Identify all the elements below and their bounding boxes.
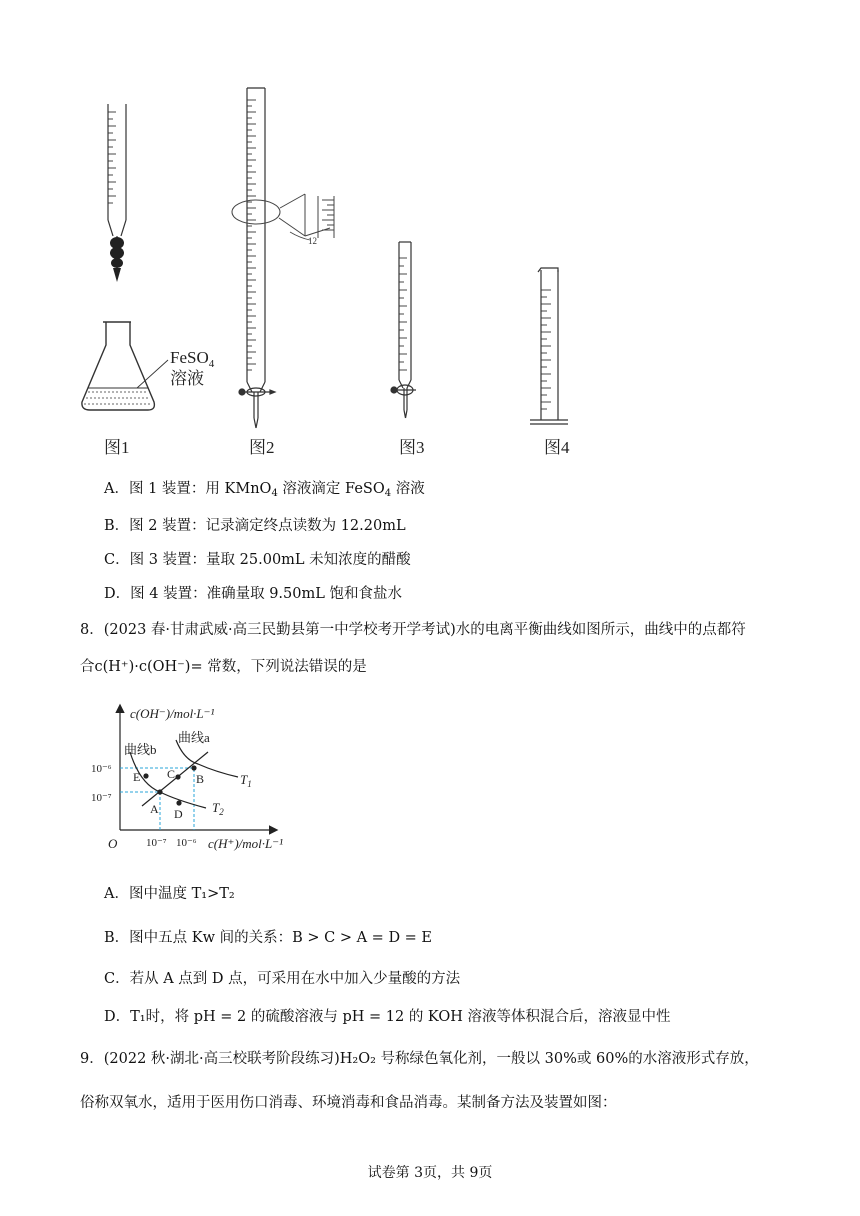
q7-option-d: D．图 4 装置：准确量取 9.50mL 饱和食盐水 [104,586,402,602]
q8-option-d: D．T₁时，将 pH = 2 的硫酸溶液与 pH = 12 的 KOH 溶液等体积混合后，溶液显中性 [104,1009,671,1025]
q8-option-a: A．图中温度 T₁>T₂ [104,886,235,902]
caption-fig2: 图2 [249,438,275,457]
curve-b-label: 曲线b [124,742,157,757]
caption-fig3: 图3 [399,438,425,457]
point-B [191,765,196,770]
q8-stem-line2: 合c(H⁺)·c(OH⁻)= 常数，下列说法错误的是 [80,659,367,675]
curve-a [176,740,238,777]
x-tick-1e-7: 10⁻⁷ [146,837,167,849]
q7-option-b: B．图 2 装置：记录滴定终点读数为 12.20mL [104,518,406,534]
svg-text:A: A [150,802,159,816]
point-C [175,774,180,779]
point-D [176,800,181,805]
q9-stem-line1: 9．(2022 秋·湖北·高三校联考阶段练习)H₂O₂ 号称绿色氧化剂，一般以 30%或 60%的水溶液形式存放， [80,1051,759,1067]
guide-lines [120,768,194,830]
x-axis-label: c(H⁺)/mol·L⁻¹ [208,836,284,851]
curve-a-label: 曲线a [178,730,210,745]
x-tick-1e-6: 10⁻⁶ [176,837,197,849]
y-axis-label: c(OH⁻)/mol·L⁻¹ [130,706,215,721]
q7-option-a: A．图 1 装置：用 KMnO$_4$ 溶液滴定 FeSO$_4$ 溶液 [104,481,425,499]
fig4-scale [541,290,551,409]
fig3-scale [399,258,407,370]
apparatus-figures [0,0,860,470]
fig1-conical-flask [82,322,168,410]
T2-label: $T_2$ [212,800,224,817]
svg-text:12: 12 [308,236,317,246]
y-tick-1e-6: 10⁻⁶ [91,763,112,775]
origin-label: O [108,836,118,851]
point-A [157,789,162,794]
svg-text:D: D [174,807,183,821]
svg-text:B: B [196,772,205,786]
svg-text:E: E [133,770,141,784]
fig2-scale [247,100,256,370]
fig2-burette [239,88,275,428]
y-tick-1e-7: 10⁻⁷ [91,792,112,804]
q8-stem-line1: 8．(2023 春·甘肃武威·高三民勤县第一中学校考开学考试)水的电离平衡曲线如图所示，曲线中的点都符 [80,622,746,638]
q9-stem-line2: 俗称双氧水，适用于医用伤口消毒、环境消毒和食品消毒。某制备方法及装置如图： [80,1095,617,1111]
caption-fig4: 图4 [544,438,570,457]
q8-option-c: C．若从 A 点到 D 点，可采用在水中加入少量酸的方法 [104,971,461,987]
q7-option-c: C．图 3 装置：量取 25.00mL 未知浓度的醋酸 [104,552,411,568]
point-E [143,773,148,778]
T1-label: $T_1$ [240,772,252,789]
svg-text:FeSO4: FeSO$_4$ [170,348,215,370]
page-footer: 试卷第 3页，共 9页 [367,1165,493,1181]
fig1-rubber-tube-beads [110,237,124,282]
q8-option-b: B．图中五点 Kw 间的关系：B > C > A = D = E [104,930,433,946]
svg-text:溶液: 溶液 [170,369,204,388]
caption-fig1: 图1 [104,438,130,457]
svg-text:C: C [167,767,176,781]
q8-equilibrium-graph [80,700,310,860]
